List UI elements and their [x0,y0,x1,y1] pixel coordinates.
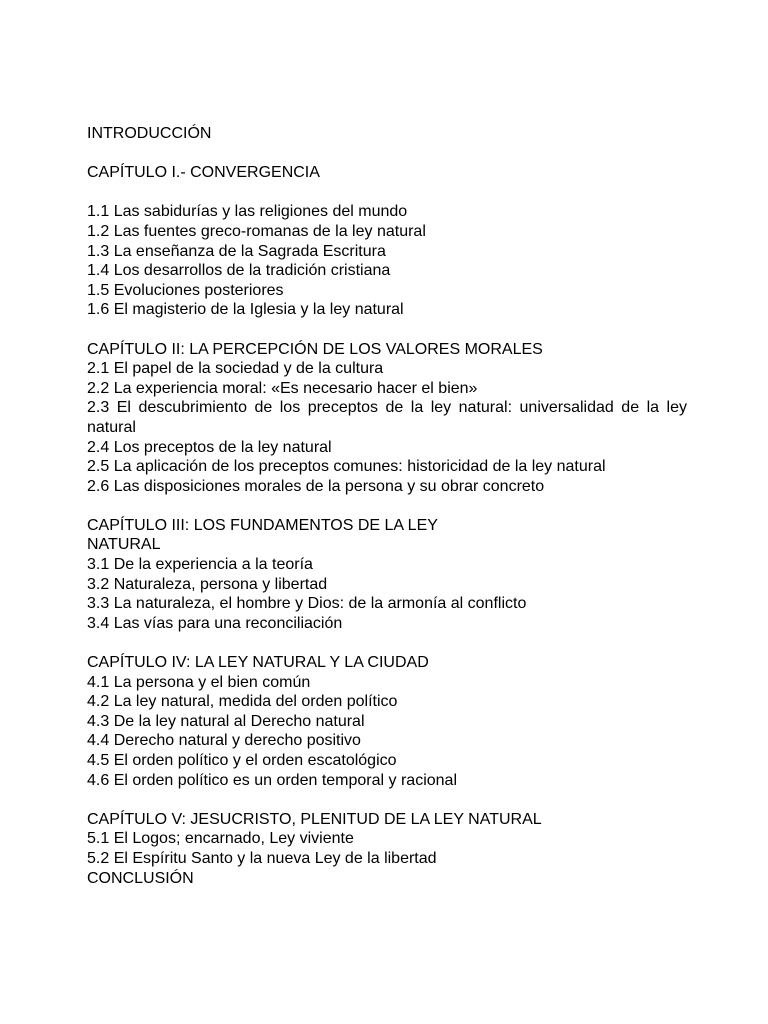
spacer [87,320,687,340]
toc-item: 2.2 La experiencia moral: «Es necesario hacer el bien» [87,379,478,397]
toc-item: 4.3 De la ley natural al Derecho natural [87,712,365,730]
spacer [87,633,687,653]
toc-item: 1.1 Las sabidurías y las religiones del mundo [87,203,408,221]
toc-item: 2.3 El descubrimiento de los preceptos de la ley natural: universalidad de la ley natural [87,399,692,436]
toc-item: 1.5 Evoluciones posteriores [87,281,284,299]
spacer [87,144,687,164]
toc-item: 2.6 Las disposiciones morales de la persona y su obrar concreto [87,477,545,495]
chapter-5-heading: CAPÍTULO V: JESUCRISTO, PLENITUD DE LA LEY NATURAL [87,810,542,828]
toc-item: 2.4 Los preceptos de la ley natural [87,438,332,456]
toc-item: 5.1 El Logos; encarnado, Ley viviente [87,830,354,848]
toc-item: 4.5 El orden político y el orden escatológico [87,752,397,769]
toc-item: 1.2 Las fuentes greco-romanas de la ley natural [87,222,426,240]
toc-item: 1.3 La enseñanza de la Sagrada Escritura [87,242,386,260]
toc-item: 3.4 Las vías para una reconciliación [87,614,343,632]
chapter-2-heading: CAPÍTULO II: LA PERCEPCIÓN DE LOS VALORES MORALES [87,340,543,358]
toc-item: 4.4 Derecho natural y derecho positivo [87,732,361,750]
toc-item: 3.2 Naturaleza, persona y libertad [87,575,328,593]
toc-introduccion: INTRODUCCIÓN [87,125,212,142]
toc-item: 1.6 El magisterio de la Iglesia y la ley natural [87,301,404,319]
toc-item: 3.3 La naturaleza, el hombre y Dios: de la armonía al conflicto [87,595,527,613]
toc-item: 1.4 Los desarrollos de la tradición cristiana [87,262,391,280]
toc-item: 2.5 La aplicación de los preceptos comunes: historicidad de la ley natural [87,458,606,476]
spacer [87,790,687,810]
chapter-4-heading: CAPÍTULO IV: LA LEY NATURAL Y LA CIUDAD [87,654,429,672]
chapter-3-heading: CAPÍTULO III: LOS FUNDAMENTOS DE LA LEY [87,516,438,534]
chapter-1-heading: CAPÍTULO I.- CONVERGENCIA [87,164,320,182]
spacer [87,183,687,203]
chapter-3-heading-cont: NATURAL [87,536,161,554]
toc-item: 4.6 El orden político es un orden temporal y racional [87,771,457,789]
table-of-contents [87,124,692,888]
toc-conclusion: CONCLUSIÓN [87,869,194,887]
toc-item: 3.1 De la experiencia a la teoría [87,556,313,574]
toc-item: 5.2 El Espíritu Santo y la nueva Ley de la libertad [87,849,437,867]
spacer [87,496,687,516]
toc-item: 2.1 El papel de la sociedad y de la cultura [87,360,384,378]
toc-item: 4.2 La ley natural, medida del orden político [87,693,398,711]
toc-item: 4.1 La persona y el bien común [87,673,311,691]
